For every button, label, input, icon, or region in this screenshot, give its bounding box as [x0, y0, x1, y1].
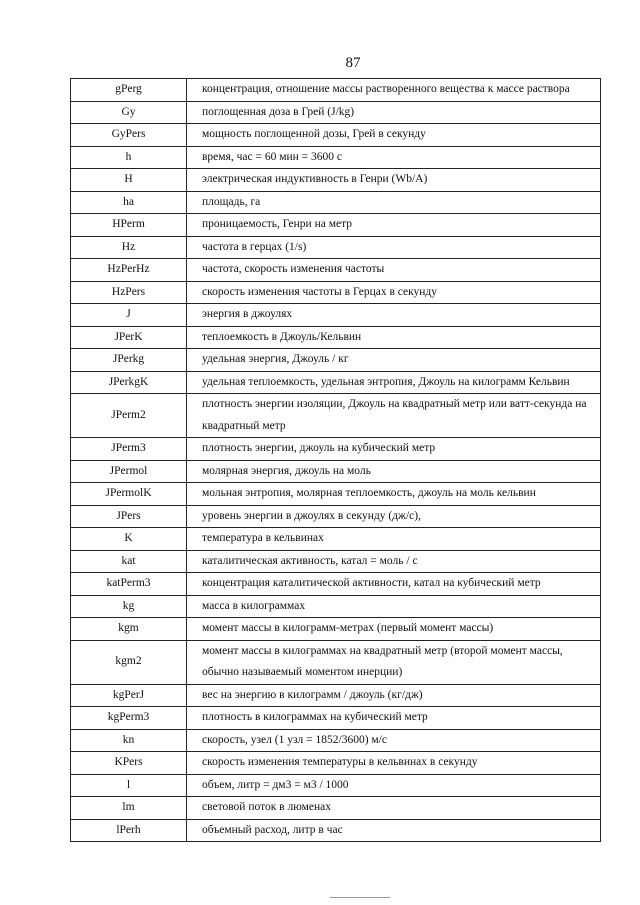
units-table [70, 78, 601, 842]
unit-description: плотность энергии, джоуль на кубический метр [187, 438, 601, 461]
unit-description: мольная энтропия, молярная теплоемкость, джоуль на моль кельвин [187, 483, 601, 506]
unit-description: скорость изменения частоты в Герцах в секунду [187, 281, 601, 304]
unit-description: момент массы в килограмм-метрах (первый момент массы) [187, 618, 601, 641]
unit-code: lPerh [71, 819, 187, 842]
unit-code: JPers [71, 505, 187, 528]
unit-description: скорость изменения температуры в кельвинах в секунду [187, 752, 601, 775]
unit-code: HzPers [71, 281, 187, 304]
unit-code: gPerg [71, 79, 187, 102]
table-row [71, 550, 601, 573]
unit-code: kgm [71, 618, 187, 641]
unit-code: JPermol [71, 460, 187, 483]
unit-description: световой поток в люменах [187, 797, 601, 820]
unit-description: удельная теплоемкость, удельная энтропия, Джоуль на килограмм Кельвин [187, 371, 601, 394]
unit-code: HzPerHz [71, 259, 187, 282]
unit-description: энергия в джоулях [187, 304, 601, 327]
unit-code: KPers [71, 752, 187, 775]
table-row [71, 304, 601, 327]
unit-description: молярная энергия, джоуль на моль [187, 460, 601, 483]
unit-description: время, час = 60 мин = 3600 с [187, 146, 601, 169]
unit-description: момент массы в килограммах на квадратный метр (второй момент массы, обычно называемый моментом инерции) [187, 640, 601, 684]
unit-code: lm [71, 797, 187, 820]
unit-code: JPerkg [71, 349, 187, 372]
unit-code: kn [71, 729, 187, 752]
table-row [71, 79, 601, 102]
table-row [71, 819, 601, 842]
unit-code: JPermolK [71, 483, 187, 506]
unit-code: JPerkgK [71, 371, 187, 394]
unit-code: JPerm2 [71, 394, 187, 438]
table-row [71, 595, 601, 618]
unit-description: мощность поглощенной дозы, Грей в секунду [187, 124, 601, 147]
unit-description: объем, литр = дм3 = м3 / 1000 [187, 774, 601, 797]
unit-code: kgPerm3 [71, 707, 187, 730]
bottom-divider [330, 897, 390, 898]
table-row [71, 640, 601, 684]
unit-code: H [71, 169, 187, 192]
unit-description: теплоемкость в Джоуль/Кельвин [187, 326, 601, 349]
table-row [71, 191, 601, 214]
table-row [71, 707, 601, 730]
table-row [71, 281, 601, 304]
unit-description: частота в герцах (1/s) [187, 236, 601, 259]
table-row [71, 505, 601, 528]
unit-description: каталитическая активность, катал = моль / с [187, 550, 601, 573]
unit-code: kgm2 [71, 640, 187, 684]
unit-description: уровень энергии в джоулях в секунду (дж/с), [187, 505, 601, 528]
unit-code: GyPers [71, 124, 187, 147]
table-row [71, 438, 601, 461]
table-row [71, 146, 601, 169]
table-row [71, 797, 601, 820]
unit-description: поглощенная доза в Грей (J/kg) [187, 101, 601, 124]
unit-code: h [71, 146, 187, 169]
table-row [71, 684, 601, 707]
unit-description: масса в килограммах [187, 595, 601, 618]
unit-description: скорость, узел (1 узл = 1852/3600) м/с [187, 729, 601, 752]
unit-description: объемный расход, литр в час [187, 819, 601, 842]
unit-code: Hz [71, 236, 187, 259]
unit-description: электрическая индуктивность в Генри (Wb/A) [187, 169, 601, 192]
unit-code: J [71, 304, 187, 327]
unit-code: JPerm3 [71, 438, 187, 461]
table-row [71, 214, 601, 237]
table-row [71, 618, 601, 641]
table-row [71, 394, 601, 438]
unit-description: проницаемость, Генри на метр [187, 214, 601, 237]
table-row [71, 483, 601, 506]
unit-description: частота, скорость изменения частоты [187, 259, 601, 282]
table-row [71, 729, 601, 752]
unit-description: плотность энергии изоляции, Джоуль на квадратный метр или ватт-секунда на квадратный метр [187, 394, 601, 438]
unit-description: концентрация, отношение массы растворенного вещества к массе раствора [187, 79, 601, 102]
unit-code: katPerm3 [71, 573, 187, 596]
unit-description: плотность в килограммах на кубический метр [187, 707, 601, 730]
table-row [71, 752, 601, 775]
table-row [71, 236, 601, 259]
unit-code: kgPerJ [71, 684, 187, 707]
unit-code: l [71, 774, 187, 797]
unit-code: K [71, 528, 187, 551]
unit-code: JPerK [71, 326, 187, 349]
unit-code: kat [71, 550, 187, 573]
table-row [71, 259, 601, 282]
table-row [71, 169, 601, 192]
unit-description: вес на энергию в килограмм / джоуль (кг/дж) [187, 684, 601, 707]
table-row [71, 124, 601, 147]
table-row [71, 573, 601, 596]
unit-code: kg [71, 595, 187, 618]
table-row [71, 460, 601, 483]
page-number: 87 [345, 55, 361, 71]
unit-code: Gy [71, 101, 187, 124]
unit-description: концентрация каталитической активности, катал на кубический метр [187, 573, 601, 596]
unit-description: удельная энергия, Джоуль / кг [187, 349, 601, 372]
unit-description: площадь, га [187, 191, 601, 214]
table-row [71, 371, 601, 394]
unit-code: HPerm [71, 214, 187, 237]
table-row [71, 326, 601, 349]
table-row [71, 774, 601, 797]
table-row [71, 101, 601, 124]
table-row [71, 349, 601, 372]
table-row [71, 528, 601, 551]
unit-code: ha [71, 191, 187, 214]
unit-description: температура в кельвинах [187, 528, 601, 551]
